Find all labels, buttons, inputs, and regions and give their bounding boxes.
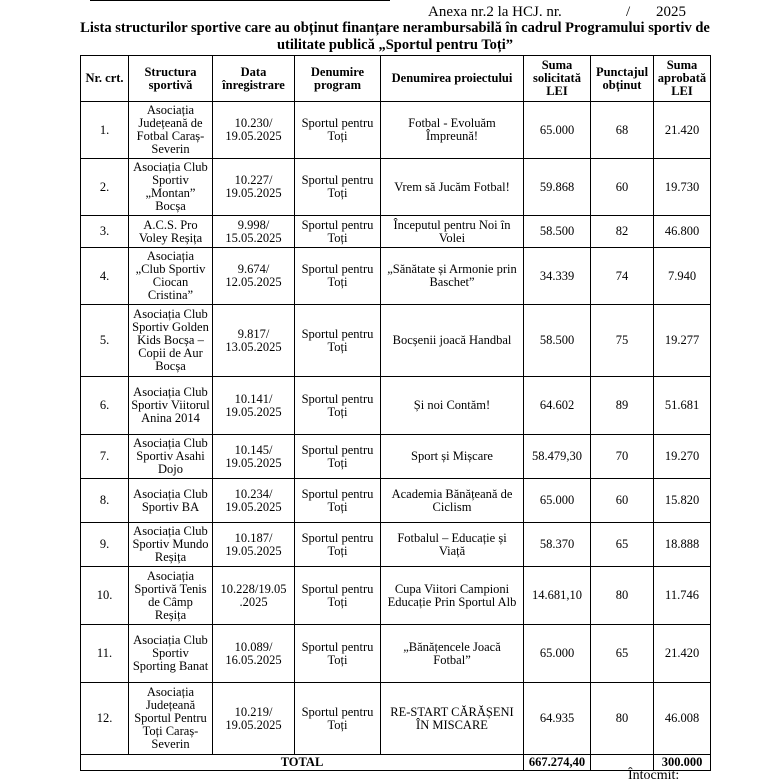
- cell-punctaj: 70: [591, 435, 654, 479]
- cell-nr: 6.: [81, 377, 129, 435]
- col-header-punctaj: Punctajul obținut: [591, 56, 654, 102]
- cell-nr: 2.: [81, 159, 129, 216]
- cell-nr: 12.: [81, 683, 129, 755]
- cell-program: Sportul pentru Toți: [295, 479, 381, 523]
- cell-nr: 8.: [81, 479, 129, 523]
- cell-structura: A.C.S. Pro Voley Reșița: [129, 216, 213, 248]
- table-row: [81, 479, 711, 523]
- table-row: [81, 567, 711, 625]
- cell-program: Sportul pentru Toți: [295, 625, 381, 683]
- cell-punctaj: 82: [591, 216, 654, 248]
- col-header-structura: Structura sportivă: [129, 56, 213, 102]
- cell-punctaj: 80: [591, 683, 654, 755]
- table-row: [81, 248, 711, 305]
- top-rule: [90, 0, 390, 1]
- cell-structura: Asociația Sportivă Tenis de Câmp Reșița: [129, 567, 213, 625]
- total-label: TOTAL: [81, 755, 524, 771]
- table-row: [81, 435, 711, 479]
- cell-aprobat: 51.681: [654, 377, 711, 435]
- beneficiaries-table: [80, 55, 711, 771]
- col-header-aprobat: Suma aprobată LEI: [654, 56, 711, 102]
- col-header-data: Data înregistrare: [213, 56, 295, 102]
- document-title: [80, 20, 710, 54]
- cell-punctaj: 65: [591, 523, 654, 567]
- cell-solicitat: 34.339: [524, 248, 591, 305]
- cell-structura: Asociația Județeană Sportul Pentru Toți Caraș-Severin: [129, 683, 213, 755]
- cell-program: Sportul pentru Toți: [295, 102, 381, 159]
- total-solicitat: 667.274,40: [524, 755, 591, 771]
- cell-solicitat: 64.935: [524, 683, 591, 755]
- cell-structura: Asociația Județeană de Fotbal Caraș-Severin: [129, 102, 213, 159]
- cell-solicitat: 14.681,10: [524, 567, 591, 625]
- cell-proiect: „Sănătate și Armonie prin Baschet”: [381, 248, 524, 305]
- cell-proiect: Fotbal - Evoluăm Împreună!: [381, 102, 524, 159]
- annex-separator: /: [626, 4, 631, 20]
- cell-punctaj: 60: [591, 479, 654, 523]
- cell-punctaj: 89: [591, 377, 654, 435]
- cell-program: Sportul pentru Toți: [295, 159, 381, 216]
- cell-punctaj: 65: [591, 625, 654, 683]
- cell-structura: Asociația „Club Sportiv Ciocan Cristina”: [129, 248, 213, 305]
- cell-proiect: Vrem să Jucăm Fotbal!: [381, 159, 524, 216]
- table-row: [81, 159, 711, 216]
- cell-data: 10.227/ 19.05.2025: [213, 159, 295, 216]
- annex-label: Anexa nr.2 la HCJ. nr.: [428, 4, 562, 20]
- cell-structura: Asociația Club Sportiv Sporting Banat: [129, 625, 213, 683]
- cell-program: Sportul pentru Toți: [295, 216, 381, 248]
- cell-solicitat: 58.370: [524, 523, 591, 567]
- cell-solicitat: 58.500: [524, 305, 591, 377]
- cell-data: 10.228/19.05 .2025: [213, 567, 295, 625]
- cell-solicitat: 65.000: [524, 625, 591, 683]
- col-header-proiect: Denumirea proiectului: [381, 56, 524, 102]
- cell-nr: 5.: [81, 305, 129, 377]
- cell-solicitat: 58.500: [524, 216, 591, 248]
- cell-data: 9.674/ 12.05.2025: [213, 248, 295, 305]
- table-row: [81, 523, 711, 567]
- table-row: [81, 216, 711, 248]
- cell-proiect: RE-START CĂRĂȘENI ÎN MISCARE: [381, 683, 524, 755]
- cell-punctaj: 68: [591, 102, 654, 159]
- table-row: [81, 625, 711, 683]
- cell-structura: Asociația Club Sportiv „Montan” Bocșa: [129, 159, 213, 216]
- cell-program: Sportul pentru Toți: [295, 248, 381, 305]
- cell-data: 10.145/ 19.05.2025: [213, 435, 295, 479]
- cell-aprobat: 46.008: [654, 683, 711, 755]
- col-header-program: Denumire program: [295, 56, 381, 102]
- cell-structura: Asociația Club Sportiv Viitorul Anina 2014: [129, 377, 213, 435]
- table-row: [81, 102, 711, 159]
- cell-nr: 4.: [81, 248, 129, 305]
- cell-solicitat: 59.868: [524, 159, 591, 216]
- cell-punctaj: 60: [591, 159, 654, 216]
- col-header-nr: Nr. crt.: [81, 56, 129, 102]
- cell-data: 9.817/ 13.05.2025: [213, 305, 295, 377]
- cell-proiect: Începutul pentru Noi în Volei: [381, 216, 524, 248]
- annex-year: 2025: [656, 4, 686, 20]
- table-row: [81, 305, 711, 377]
- cell-nr: 1.: [81, 102, 129, 159]
- cell-aprobat: 19.277: [654, 305, 711, 377]
- cell-program: Sportul pentru Toți: [295, 523, 381, 567]
- cell-proiect: Sport și Mișcare: [381, 435, 524, 479]
- cell-structura: Asociația Club Sportiv BA: [129, 479, 213, 523]
- cell-data: 9.998/ 15.05.2025: [213, 216, 295, 248]
- cell-proiect: Bocșenii joacă Handbal: [381, 305, 524, 377]
- cell-data: 10.089/ 16.05.2025: [213, 625, 295, 683]
- cell-aprobat: 19.270: [654, 435, 711, 479]
- cell-aprobat: 18.888: [654, 523, 711, 567]
- cell-structura: Asociația Club Sportiv Asahi Dojo: [129, 435, 213, 479]
- cell-punctaj: 80: [591, 567, 654, 625]
- cell-data: 10.187/ 19.05.2025: [213, 523, 295, 567]
- cell-program: Sportul pentru Toți: [295, 377, 381, 435]
- title-line-1: Lista structurilor sportive care au obținut finanțare nerambursabilă în cadrul Programului sportiv de: [80, 20, 710, 36]
- cell-nr: 3.: [81, 216, 129, 248]
- cell-proiect: Academia Bănățeană de Ciclism: [381, 479, 524, 523]
- cell-aprobat: 15.820: [654, 479, 711, 523]
- cell-aprobat: 7.940: [654, 248, 711, 305]
- cell-data: 10.219/ 19.05.2025: [213, 683, 295, 755]
- cell-data: 10.234/ 19.05.2025: [213, 479, 295, 523]
- header-row: [81, 56, 711, 102]
- table-row: [81, 683, 711, 755]
- cell-program: Sportul pentru Toți: [295, 683, 381, 755]
- cell-aprobat: 11.746: [654, 567, 711, 625]
- cell-proiect: Cupa Viitori Campioni Educație Prin Sportul Alb: [381, 567, 524, 625]
- total-row: [81, 755, 711, 771]
- cell-solicitat: 58.479,30: [524, 435, 591, 479]
- prepared-by-label: Întocmit:: [628, 768, 680, 783]
- table-row: [81, 377, 711, 435]
- col-header-solicitat: Suma solicitată LEI: [524, 56, 591, 102]
- cell-proiect: „Bănățencele Joacă Fotbal”: [381, 625, 524, 683]
- title-line-2: utilitate publică „Sportul pentru Toți”: [276, 37, 514, 53]
- cell-structura: Asociația Club Sportiv Golden Kids Bocșa – Copii de Aur Bocșa: [129, 305, 213, 377]
- cell-program: Sportul pentru Toți: [295, 567, 381, 625]
- cell-aprobat: 21.420: [654, 102, 711, 159]
- cell-solicitat: 64.602: [524, 377, 591, 435]
- cell-aprobat: 19.730: [654, 159, 711, 216]
- cell-program: Sportul pentru Toți: [295, 435, 381, 479]
- cell-nr: 7.: [81, 435, 129, 479]
- cell-nr: 9.: [81, 523, 129, 567]
- cell-data: 10.141/ 19.05.2025: [213, 377, 295, 435]
- total-aprobat: 300.000: [654, 755, 711, 771]
- cell-proiect: Fotbalul – Educație și Viață: [381, 523, 524, 567]
- cell-aprobat: 46.800: [654, 216, 711, 248]
- cell-solicitat: 65.000: [524, 479, 591, 523]
- cell-nr: 10.: [81, 567, 129, 625]
- annex-heading: [428, 4, 686, 21]
- cell-punctaj: 75: [591, 305, 654, 377]
- cell-data: 10.230/ 19.05.2025: [213, 102, 295, 159]
- cell-solicitat: 65.000: [524, 102, 591, 159]
- cell-structura: Asociația Club Sportiv Mundo Reșița: [129, 523, 213, 567]
- cell-nr: 11.: [81, 625, 129, 683]
- cell-program: Sportul pentru Toți: [295, 305, 381, 377]
- cell-punctaj: 74: [591, 248, 654, 305]
- cell-proiect: Și noi Contăm!: [381, 377, 524, 435]
- cell-aprobat: 21.420: [654, 625, 711, 683]
